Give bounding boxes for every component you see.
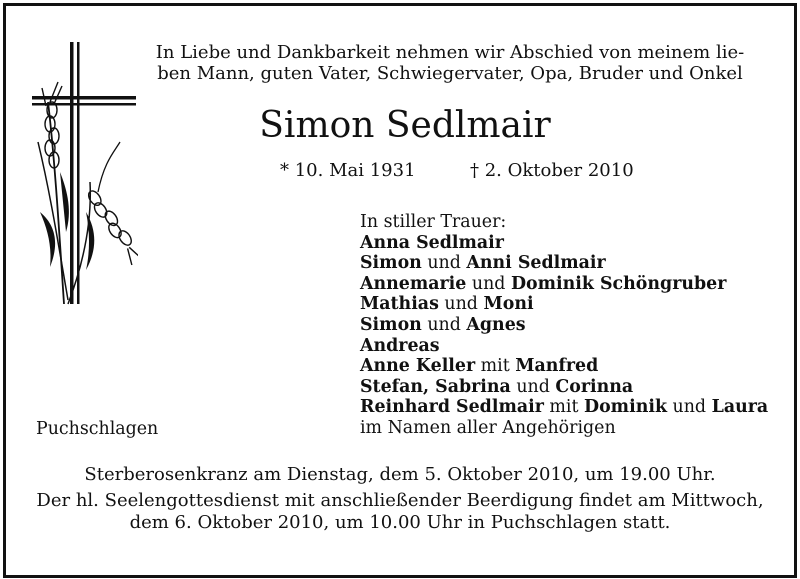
mass-line-2: dem 6. Oktober 2010, um 10.00 Uhr in Puchschlagen statt. [129, 512, 671, 533]
intro-line-2: ben Mann, guten Vater, Schwiegervater, Opa, Bruder und Onkel [157, 63, 743, 84]
cross-with-wheat-icon [28, 42, 138, 312]
mourner-list [360, 233, 790, 418]
mourner-name: Dominik [584, 397, 667, 418]
mourner-name: Laura [711, 397, 769, 418]
death-date: † 2. Oktober 2010 [470, 160, 634, 181]
mourner-line [360, 356, 790, 377]
place-name: Puchschlagen [36, 419, 159, 439]
mourner-line [360, 377, 790, 398]
mourner-name: Andreas [360, 335, 440, 356]
mourner-name: Anna Sedlmair [360, 232, 504, 253]
mourner-connector: und [667, 397, 712, 418]
mourner-name: Agnes [466, 314, 526, 335]
mourner-name: Anne Keller [360, 356, 476, 377]
birth-date: * 10. Mai 1931 [280, 160, 416, 181]
mourner-line [360, 233, 790, 254]
mourner-connector: mit [543, 397, 584, 418]
mourner-name: Dominik Schöngruber [510, 273, 727, 294]
rosary-announcement: Sterberosenkranz am Dienstag, dem 5. Oktober 2010, um 19.00 Uhr. [84, 464, 716, 485]
mourner-connector: und [438, 294, 484, 315]
mass-line-1: Der hl. Seelengottesdienst mit anschließender Beerdigung findet am Mittwoch, [36, 490, 764, 511]
intro-text [130, 42, 770, 84]
mourning-header: In stiller Trauer: [360, 212, 507, 232]
mourner-line [360, 315, 790, 336]
mourners-block [360, 212, 790, 439]
mourner-name: Reinhard Sedlmair [360, 397, 544, 418]
mourner-line [360, 294, 790, 315]
mourner-line [360, 274, 790, 295]
mourner-line [360, 397, 790, 418]
mourner-connector: und [466, 273, 511, 294]
mourner-connector: und [421, 253, 467, 274]
mourner-name: Anni Sedlmair [466, 253, 606, 274]
mourner-line [360, 336, 790, 357]
mourner-connector: und [421, 314, 467, 335]
intro-line-1: In Liebe und Dankbarkeit nehmen wir Abschied von meinem lie- [155, 42, 745, 63]
funeral-mass-announcement [0, 490, 800, 534]
mourner-connector: mit [475, 356, 516, 377]
mourner-line [360, 253, 790, 274]
closing-line: im Namen aller Angehörigen [360, 417, 616, 438]
mourner-name: Annemarie [360, 273, 467, 294]
mourner-connector: und [510, 376, 556, 397]
mourner-name: Manfred [515, 356, 599, 377]
deceased-name: Simon Sedlmair [259, 105, 551, 146]
mourner-name: Simon [360, 314, 422, 335]
mourner-name: Corinna [555, 376, 634, 397]
mourner-name: Mathias [360, 294, 439, 315]
mourner-name: Simon [360, 253, 422, 274]
mourner-name: Moni [483, 294, 534, 315]
mourner-name: Stefan, Sabrina [360, 376, 511, 397]
